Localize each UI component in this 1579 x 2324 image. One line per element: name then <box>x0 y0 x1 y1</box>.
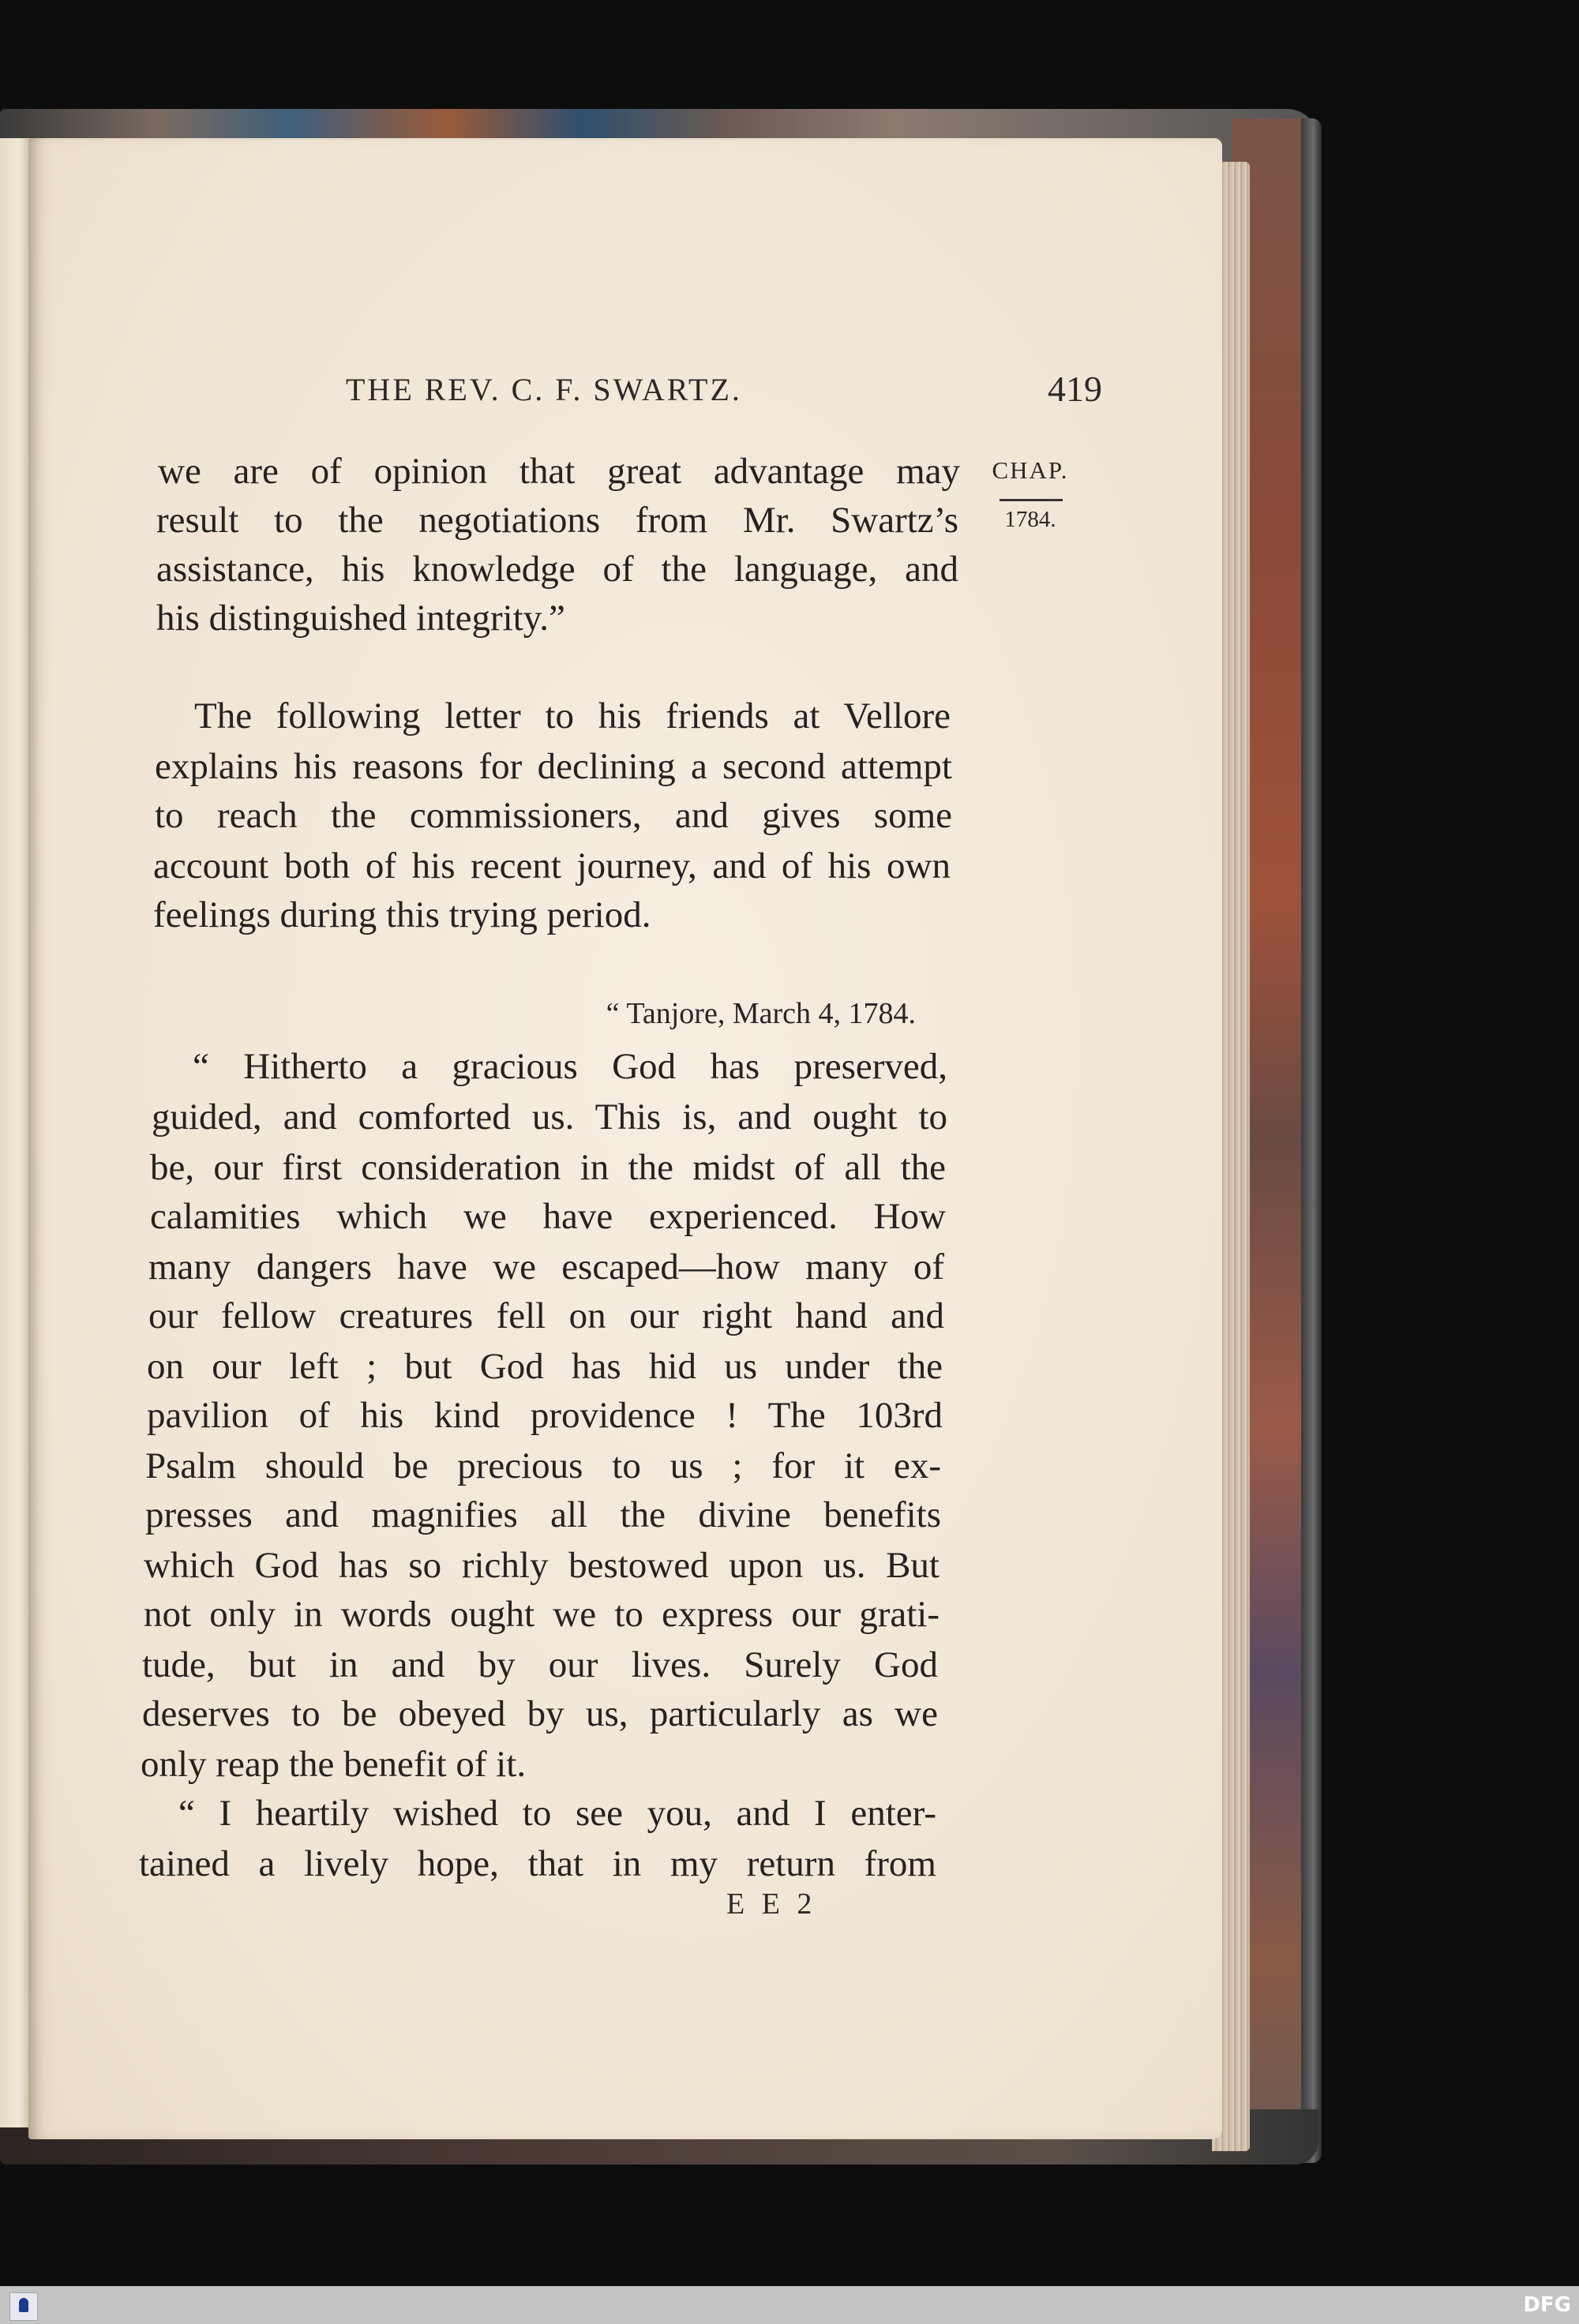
margin-rule <box>1000 499 1063 501</box>
left-page-edge <box>0 138 32 2127</box>
cover-spine-edge <box>1301 118 1322 2163</box>
margin-chapter-label: CHAP. <box>992 456 1069 484</box>
library-logo-icon <box>9 2292 38 2321</box>
text-line: not only in words ought we to express our grati- <box>144 1594 940 1635</box>
letter-dateline: “ Tanjore, March 4, 1784. <box>606 997 916 1030</box>
text-line: explains his reasons for declining a second attempt <box>155 746 952 787</box>
text-line: his distinguished integrity.” <box>156 598 565 639</box>
text-line: tained a lively hope, that in my return from <box>139 1843 936 1884</box>
text-line: feelings during this trying period. <box>153 894 651 935</box>
text-line: Psalm should be precious to us ; for it ex- <box>145 1445 941 1486</box>
text-line: result to the negotiations from Mr. Swartz’s <box>156 500 958 541</box>
text-line: many dangers have we escaped—how many of <box>148 1246 944 1288</box>
text-line: to reach the commissioners, and gives some <box>155 795 952 836</box>
text-line: account both of his recent journey, and of his own <box>153 845 951 886</box>
text-line: tude, but in and by our lives. Surely God <box>142 1644 938 1685</box>
text-line: calamities which we have experienced. How <box>150 1196 946 1237</box>
text-line: guided, and comforted us. This is, and ought to <box>152 1096 947 1138</box>
viewer-footer-bar <box>0 2286 1579 2324</box>
text-line: be, our first consideration in the midst of all the <box>150 1147 946 1188</box>
margin-year: 1784. <box>1004 507 1056 532</box>
text-line: only reap the benefit of it. <box>141 1744 527 1785</box>
text-line: deserves to be obeyed by us, particularly as we <box>142 1693 938 1734</box>
text-line: “ I heartily wished to see you, and I enter- <box>178 1793 936 1834</box>
text-line: The following letter to his friends at Vellore <box>194 695 951 737</box>
running-head: THE REV. C. F. SWARTZ. <box>346 372 742 407</box>
signature-mark: E E 2 <box>726 1887 817 1921</box>
text-line: pavilion of his kind providence ! The 103rd <box>147 1395 943 1436</box>
text-line: assistance, his knowledge of the language, and <box>156 549 958 590</box>
text-line: “ Hitherto a gracious God has preserved, <box>193 1046 947 1087</box>
text-line: our fellow creatures fell on our right hand and <box>148 1295 944 1336</box>
page-number: 419 <box>1048 369 1102 409</box>
text-line: on our left ; but God has hid us under the <box>147 1346 943 1387</box>
text-line: we are of opinion that great advantage may <box>158 451 960 492</box>
text-line: presses and magnifies all the divine benefits <box>145 1494 941 1535</box>
text-line: which God has so richly bestowed upon us. But <box>144 1545 940 1586</box>
dfg-logo: DFG <box>1523 2293 1571 2317</box>
